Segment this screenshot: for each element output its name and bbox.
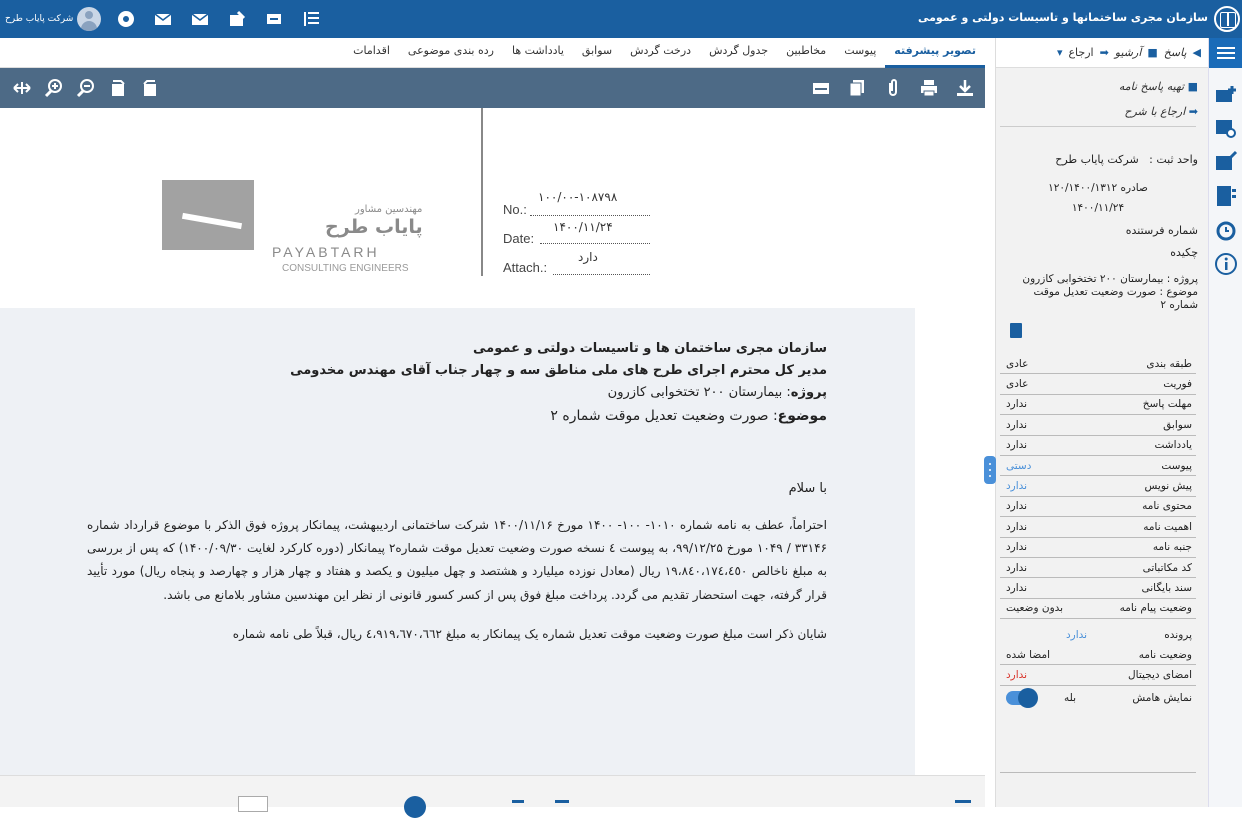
prop-value: عادی xyxy=(1006,357,1029,370)
reply-doc-icon: ■ xyxy=(1187,80,1198,93)
prop-row xyxy=(1000,374,1196,394)
search-letter-icon[interactable] xyxy=(1214,116,1238,140)
abstract-label: چکیده xyxy=(1170,246,1198,259)
letter-greeting: با سلام xyxy=(788,481,827,496)
prop-label: پیوست xyxy=(1161,459,1192,472)
top-bar-icons xyxy=(0,0,339,38)
letter-date-value: ۱۴۰۰/۱۱/۲۴ xyxy=(553,220,613,234)
pager-icon[interactable] xyxy=(512,800,524,803)
outgoing-number: صادره ۱۲۰/۱۴۰۰/۱۳۱۲ xyxy=(1048,182,1148,194)
copy-icon[interactable] xyxy=(847,78,867,98)
reg-unit-value: شرکت پایاب طرح xyxy=(1055,153,1139,166)
prop-label: محتوی نامه xyxy=(1142,500,1192,513)
file-label: پرونده xyxy=(1164,629,1192,642)
alarm-icon[interactable] xyxy=(1214,218,1238,242)
prop-value-link[interactable]: دستی xyxy=(1006,459,1032,472)
prop-row xyxy=(1000,538,1196,558)
show-margin-value: بله xyxy=(1064,691,1077,704)
show-margin-toggle[interactable] xyxy=(1006,691,1036,705)
prop-value-link[interactable]: ندارد xyxy=(1006,480,1028,493)
prop-row xyxy=(1000,645,1196,665)
sender-number: شماره فرستنده xyxy=(1125,224,1198,237)
prop-row xyxy=(1000,578,1196,598)
dotted-line xyxy=(540,243,650,244)
letter-project xyxy=(87,382,827,404)
logo-icon xyxy=(1214,6,1240,32)
fit-width-icon[interactable] xyxy=(12,78,32,98)
prop-row xyxy=(1000,476,1196,496)
attachment-icon[interactable] xyxy=(883,78,903,98)
mail-icon[interactable] xyxy=(154,10,172,28)
refer-link[interactable]: ارجاع xyxy=(1068,46,1094,59)
prop-value: ندارد xyxy=(1006,500,1028,513)
properties-table xyxy=(1000,354,1196,710)
archive-icon[interactable]: ■ xyxy=(1147,46,1158,59)
new-letter-icon[interactable] xyxy=(1214,82,1238,106)
refer-with-note-label: ارجاع با شرح xyxy=(1124,105,1186,118)
prop-row xyxy=(1000,497,1196,517)
prop-label: وضعیت پیام نامه xyxy=(1119,602,1192,615)
rotate-left-icon[interactable] xyxy=(108,78,128,98)
menu-icon[interactable] xyxy=(1209,38,1242,68)
divider xyxy=(1000,126,1196,127)
prop-row xyxy=(1000,395,1196,415)
panel-actions xyxy=(996,38,1209,68)
dotted-line xyxy=(553,274,650,275)
icon-sidebar xyxy=(1208,38,1242,807)
refer-arrow-small-icon: ➡ xyxy=(1188,105,1198,118)
letter-date-label: Date: xyxy=(503,231,535,246)
letter-paragraph: احتراماً، عطف به نامه شماره ۱۰۱۰- ۱۰۰- ۱۴۰۰ مورخ ۱۴۰۰/۱۱/۱۶ شرکت ساختمانی اردیبهشت، پیمانکار پروژه فوق الذکر با موضوع قرارداد شماره ۳۳۱۴۶ / ۱۰۴۹ مورخ ۹۹/۱۲/۲۵، به پیوست ٤ نسخه صورت وضعیت تعدیل موقت شماره۲ پیمانکار (دوره کارکرد لغایت ۱۴۰۰/۰۹/۳۰) که پس از بررسی به مبلغ ناخالص ۱۹،۸٤۰،۱۷٤،٤٥۰ ریال (معادل نوزده میلیارد و هشتصد و چهل میلیون و یکصد و هفتاد و چهار هزار و چهارصد و پنجاه ریال) مورد تأیید قرار گرفته، جهت استحضار تقدیم می گردد. پرداخت مبلغ فوق پس از کسر کسور قانونی از نظر این مهندسین مشاور بلامانع می باشد. xyxy=(87,518,828,602)
rotate-right-icon[interactable] xyxy=(140,78,160,98)
letter-status-value: امضا شده xyxy=(1006,648,1050,661)
prop-row xyxy=(1000,558,1196,578)
prepare-reply-link[interactable] xyxy=(1119,80,1198,93)
tab-flow-table[interactable]: جدول گردش xyxy=(709,44,769,57)
prop-label: مهلت پاسخ xyxy=(1142,398,1192,411)
firm-tagline: CONSULTING ENGINEERS xyxy=(282,263,409,274)
tab-notes[interactable]: یادداشت ها xyxy=(511,44,564,57)
prop-label: سوابق xyxy=(1163,418,1192,431)
firm-name-fa-small: مهندسین مشاور xyxy=(355,204,423,215)
viewer-pager xyxy=(0,775,985,807)
prop-row xyxy=(1000,599,1196,619)
refer-arrow-icon[interactable]: ➡ xyxy=(1099,46,1109,59)
prop-label: پیش نویس xyxy=(1144,480,1192,493)
zoom-out-icon[interactable] xyxy=(76,78,96,98)
letter-date: ۱۴۰۰/۱۱/۲۴ xyxy=(1071,202,1125,214)
refer-with-note-link[interactable] xyxy=(1124,105,1198,118)
prop-label: جنبه نامه xyxy=(1152,541,1192,554)
prop-value: بدون وضعیت xyxy=(1006,602,1064,615)
reply-link[interactable]: پاسخ xyxy=(1163,46,1187,59)
letterhead-divider xyxy=(481,108,483,276)
letter-addressee: مدیر کل محترم اجرای طرح های ملی مناطق سه و چهار جناب آقای مهندس مخدومی xyxy=(290,363,827,378)
prop-label: کد مکاتباتی xyxy=(1142,561,1192,574)
file-value[interactable]: ندارد xyxy=(1066,629,1088,642)
dotted-line xyxy=(530,215,650,216)
letter-attach-value: دارد xyxy=(578,250,598,264)
prop-value: ندارد xyxy=(1006,439,1028,452)
archive-link[interactable]: آرشیو xyxy=(1114,46,1142,59)
letter-paragraph: شایان ذکر است مبلغ صورت وضعیت موقت تعدیل شماره یک پیمانکار به مبلغ ٤،۹۱۹،٦۷۰،٦٦۲ ریال، قبلاً طی نامه شماره xyxy=(232,626,827,641)
inbox-icon[interactable] xyxy=(191,10,209,28)
letter-subject xyxy=(87,404,827,428)
prop-value: ندارد xyxy=(1006,418,1028,431)
download-icon[interactable] xyxy=(955,78,975,98)
project-value: : بیمارستان ۲۰۰ تختخوابی کازرون xyxy=(607,385,791,400)
app-title: سازمان مجری ساختمانها و تاسیسات دولتی و عمومی xyxy=(917,11,1208,24)
prop-value: ندارد xyxy=(1006,561,1028,574)
prop-row-margin xyxy=(1000,686,1196,710)
prop-row xyxy=(1000,354,1196,374)
print-icon[interactable] xyxy=(919,78,939,98)
page-number-input[interactable] xyxy=(238,796,268,812)
letter-org: سازمان مجری ساختمان ها و تاسیسات دولتی و عمومی xyxy=(473,341,827,356)
letter-summary: پروژه : بیمارستان ۲۰۰ تختخوابی کازرون موضوع : صورت وضعیت تعدیل موقت شماره ۲ xyxy=(1022,273,1198,311)
top-bar xyxy=(0,0,1242,38)
viewer-toolbar xyxy=(0,68,985,108)
letter-no-value: ۱۰۰/۰۰-۱۰۸۷۹۸ xyxy=(538,190,618,204)
tab-advanced-image[interactable]: تصویر پیشرفته xyxy=(885,38,985,68)
registry-icon[interactable] xyxy=(1214,184,1238,208)
chevron-down-icon[interactable]: ▾ xyxy=(1056,46,1063,59)
firm-name-en: PAYABTARH xyxy=(272,244,380,260)
divider xyxy=(1000,772,1196,773)
user-name[interactable]: شرکت پایاب طرح xyxy=(5,14,74,24)
tab-attachment[interactable]: پیوست xyxy=(844,44,877,57)
prop-row xyxy=(1000,456,1196,476)
prop-label: اهمیت نامه xyxy=(1143,520,1192,533)
edit-letter-icon[interactable] xyxy=(1214,150,1238,174)
prop-row xyxy=(1000,665,1196,685)
prop-label: سند بایگانی xyxy=(1141,581,1192,594)
digital-sign-value: ندارد xyxy=(1006,669,1028,682)
printer-icon[interactable] xyxy=(265,10,283,28)
current-page-indicator[interactable] xyxy=(404,796,426,818)
letter-body xyxy=(87,338,827,645)
prop-label: فوریت xyxy=(1163,378,1192,391)
letter-attach-label: Attach.: xyxy=(503,260,548,275)
prop-label: یادداشت xyxy=(1154,439,1192,452)
prop-row xyxy=(1000,517,1196,537)
tab-flow-tree[interactable]: درخت گردش xyxy=(630,44,692,57)
tab-history[interactable]: سوابق xyxy=(581,44,613,57)
prop-row-file xyxy=(1000,619,1196,645)
show-margin-control xyxy=(1006,691,1076,705)
pager-icon[interactable] xyxy=(955,800,971,803)
letter-status-label: وضعیت نامه xyxy=(1138,648,1192,661)
prop-value: ندارد xyxy=(1006,398,1028,411)
pager-icon[interactable] xyxy=(555,800,569,803)
scan-icon[interactable] xyxy=(811,78,831,98)
reg-unit-label: واحد ثبت : xyxy=(1149,153,1198,166)
firm-name-fa: پایاب طرح xyxy=(325,216,423,238)
tab-recipients[interactable]: مخاطبین xyxy=(786,44,827,57)
compose-icon[interactable] xyxy=(228,10,246,28)
reg-unit xyxy=(1055,153,1198,166)
firm-logo xyxy=(162,180,254,250)
prop-value: ندارد xyxy=(1006,581,1028,594)
tab-bar xyxy=(0,38,985,68)
reply-arrow-icon[interactable]: ◀ xyxy=(1192,46,1201,59)
document-icon[interactable] xyxy=(1010,323,1022,338)
panel-collapse-handle[interactable] xyxy=(984,456,996,484)
tab-actions[interactable]: اقدامات xyxy=(353,44,390,57)
list-icon[interactable] xyxy=(302,10,320,28)
prop-row xyxy=(1000,436,1196,456)
subject-label: موضوع xyxy=(777,408,827,424)
prepare-reply-label: تهیه پاسخ نامه xyxy=(1118,80,1185,93)
prop-row xyxy=(1000,415,1196,435)
prop-value: عادی xyxy=(1006,378,1029,391)
prop-value: ندارد xyxy=(1006,520,1028,533)
tab-subject-classification[interactable]: رده بندی موضوعی xyxy=(407,44,494,57)
subject-value: : صورت وضعیت تعدیل موقت شماره ۲ xyxy=(550,408,778,424)
letter-page xyxy=(0,108,915,783)
prop-label: طبقه بندی xyxy=(1146,357,1192,370)
show-margin-label: نمایش هامش xyxy=(1132,691,1192,704)
settings-icon[interactable] xyxy=(117,10,135,28)
document-viewer[interactable] xyxy=(0,108,985,783)
avatar[interactable] xyxy=(77,7,101,31)
info-icon[interactable] xyxy=(1214,252,1238,276)
zoom-in-icon[interactable] xyxy=(44,78,64,98)
letter-no-label: No.: xyxy=(503,202,527,217)
letter-details-panel xyxy=(995,38,1208,807)
digital-sign-label: امضای دیجیتال xyxy=(1128,669,1192,682)
project-label: پروژه xyxy=(790,385,827,400)
prop-value: ندارد xyxy=(1006,541,1028,554)
